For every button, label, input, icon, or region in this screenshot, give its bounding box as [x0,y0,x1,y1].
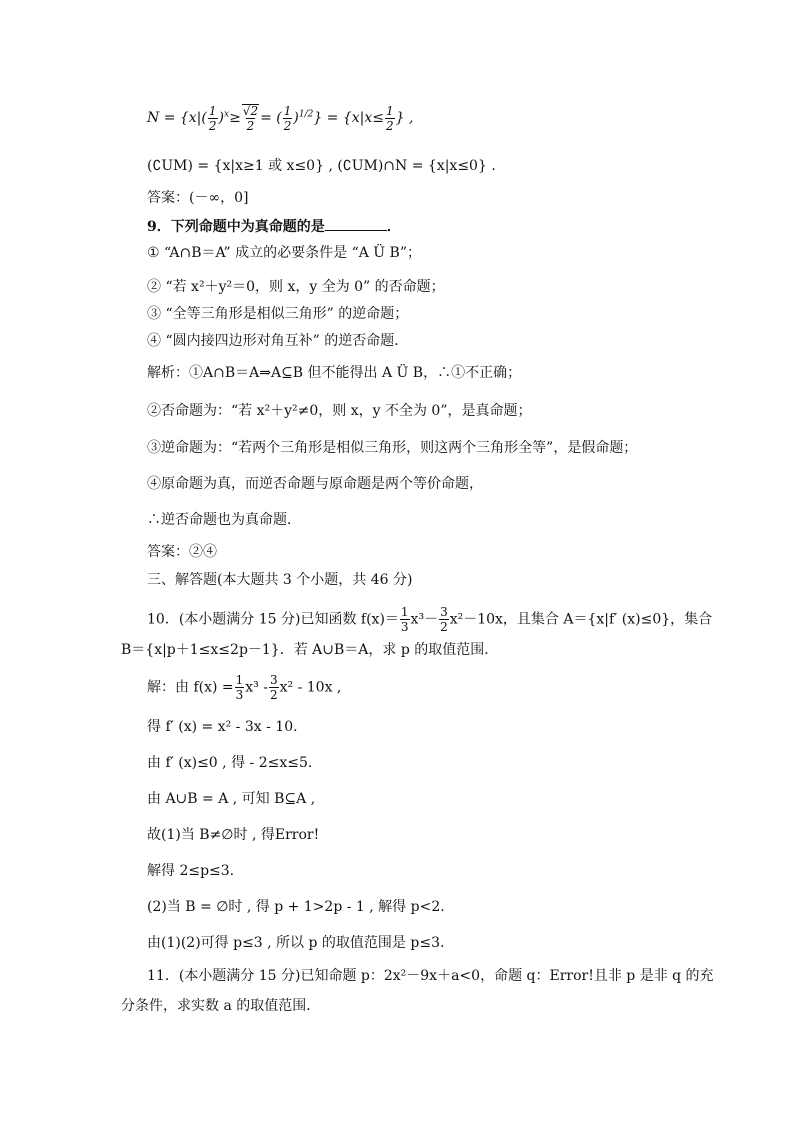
analysis-1: 解析：①A∩B＝A⇒A⊆B 但不能得出 A Ü B，∴①不正确； [147,365,522,381]
fraction-three-halves: $\frac{3}{2}$ [440,605,448,634]
answer-blank [325,218,387,231]
fraction-half: $\frac{1}{2}$ [208,103,217,133]
fraction-three-halves-2: $\frac{3}{2}$ [269,673,278,702]
option-1: ① “A∩B＝A” 成立的必要条件是 “A Ü B”； [147,245,422,261]
fraction-one-third: $\frac{1}{3}$ [400,605,409,634]
question-10-line1: 10．(本小题满分 15 分)已知函数 f(x)＝ $\frac{1}{3}$ x³－ $\frac{3}{2}$ x²－10x，且集合 A＝{x|f′ (x)≤0}，集合 [147,605,713,634]
solution-10-line5: 故(1)当 B≠∅时 , 得Error! [147,827,320,843]
solution-10-line6: 解得 2≤p≤3. [147,863,235,879]
answer-8: 答案：(－∞，0] [147,190,249,206]
question-9: 9．下列命题中为真命题的是 ． [147,219,401,235]
option-4: ④ “圆内接四边形对角互补” 的逆否命题． [147,333,409,349]
answer-9: 答案：②④ [147,544,217,560]
solution-10-line1: 解：由 f(x) = $\frac{1}{3}$ x³ - $\frac{3}{2}$ x² - 10x , [147,673,342,702]
question-11-line2: 分条件，求实数 a 的取值范围． [121,998,321,1014]
solution-10-line2: 得 f′ (x) = x² - 3x - 10. [147,719,298,735]
question-10-line2: B＝{x|p＋1≤x≤2p－1}．若 A∪B＝A，求 p 的取值范围． [121,642,499,658]
option-3: ③ “全等三角形是相似三角形” 的逆命题； [147,306,409,322]
set-n-definition: N = {x|( $\frac{1}{2}$ )$^x$≥ $\frac{√2}{2}$ = ( $\frac{1}{2}$ )$^{1/2}$} = {x|x≤ $\frac{1}{2}$ } , [147,103,414,133]
fraction-half-3: $\frac{1}{2}$ [386,103,394,133]
question-11-line1: 11．(本小题满分 15 分)已知命题 p：2x²－9x＋a<0，命题 q：Error!且非 p 是非 q 的充 [147,968,714,984]
fraction-sqrt2-over-2: $\frac{√2}{2}$ [242,104,259,133]
analysis-5: ∴逆否命题也为真命题． [147,512,301,528]
analysis-4: ④原命题为真，而逆否命题与原命题是两个等价命题， [147,476,483,492]
fraction-half-2: $\frac{1}{2}$ [283,103,292,133]
section-heading: 三、解答题(本大题共 3 个小题，共 46 分) [147,572,413,588]
analysis-2: ②否命题为：“若 x²＋y²≠0，则 x，y 不全为 0”，是真命题； [147,403,532,419]
solution-10-line8: 由(1)(2)可得 p≤3 , 所以 p 的取值范围是 p≤3. [147,935,445,951]
fraction-one-third-2: $\frac{1}{3}$ [235,673,244,702]
solution-10-line3: 由 f′ (x)≤0 , 得 - 2≤x≤5. [147,755,313,771]
complement-line: (∁UM) = {x|x≥1 或 x≤0} , (∁UM)∩N = {x|x≤0} . [147,158,496,174]
solution-10-line4: 由 A∪B = A , 可知 B⊆A , [147,791,316,807]
option-2: ② “若 x²＋y²＝0，则 x，y 全为 0” 的否命题； [147,279,445,295]
analysis-3: ③逆命题为：“若两个三角形是相似三角形，则这两个三角形全等”，是假命题； [147,440,638,456]
solution-10-line7: (2)当 B = ∅时 , 得 p + 1>2p - 1 , 解得 p<2. [147,899,445,915]
